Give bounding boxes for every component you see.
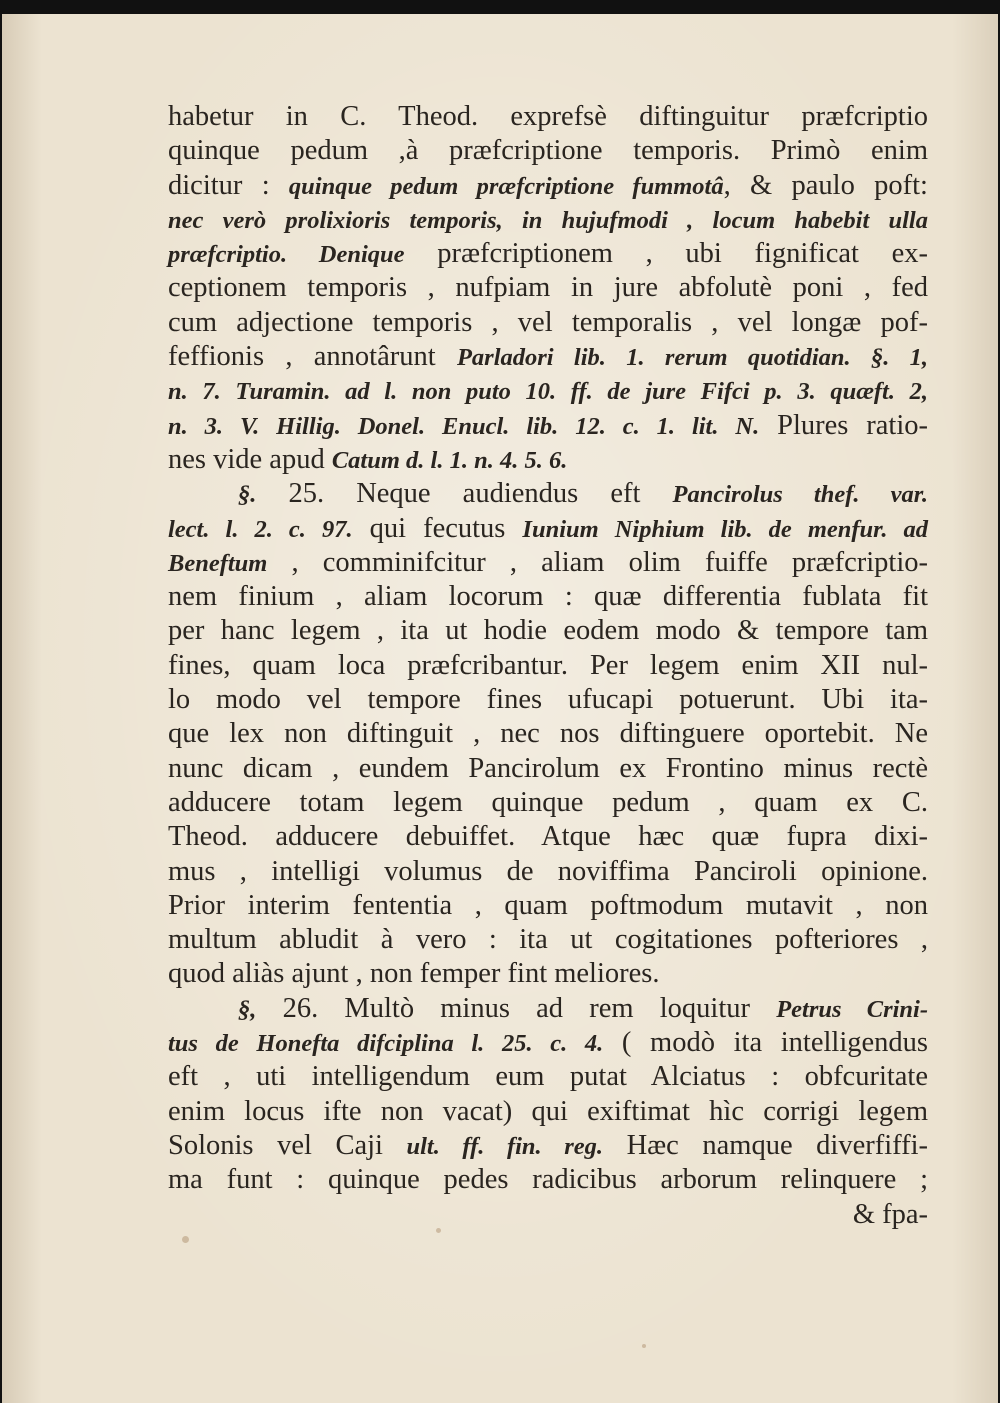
text-line: quinque pedum ,à præfcriptione temporis. Primò enim [168,135,928,167]
text-line: dicitur : quinque pedum præfcriptione fummotâ, & paulo poft: [168,169,928,201]
italic-citation: tus de Honefta difciplina l. 25. c. 4. [168,1030,604,1058]
text-line: nunc dicam , eundem Pancirolum ex Frontino minus rectè [168,752,928,784]
text-line: præfcriptio. Denique præfcriptionem , ubi fignificat ex- [168,238,929,270]
italic-citation: quinque pedum præfcriptione fummotâ [288,172,724,200]
italic-citation: lect. l. 2. c. 97. [168,515,353,543]
text-line [168,203,928,237]
italic-citation: Catum d. l. 1. n. 4. 5. 6. [331,446,568,474]
text-line: nem finium , aliam locorum : quæ differentia fublata fit [168,581,928,613]
text-line: ceptionem temporis , nufpiam in jure abfolutè poni , fed [168,272,928,304]
text-line: lo modo vel tempore fines ufucapi potuerunt. Ubi ita- [168,684,928,716]
text-line: lect. l. 2. c. 97. qui fecutus Iunium Niphium lib. de menfur. ad [168,512,929,544]
text-line: mus , intelligi volumus de noviffima Panciroli opinione. [168,855,928,887]
text-line: per hanc legem , ita ut hodie eodem modo & tempore tam [168,615,928,647]
text-line: tus de Honefta difciplina l. 25. c. 4. ( modò ita intelligendus [168,1027,928,1059]
text-line: feffionis , annotârunt Parladori lib. 1. rerum quotidian. §. 1, [168,341,928,373]
text-line: multum abludit à vero : ita ut cogitationes pofteriores , [168,924,928,956]
italic-citation: præfcriptio. Denique [168,241,405,269]
italic-citation: Iunium Niphium lib. de menfur. ad [522,515,929,543]
italic-citation: ult. ff. fin. reg. [406,1132,604,1160]
book-page [2,14,998,1403]
italic-citation: Beneftum [168,549,268,577]
text-line: nes vide apud Catum d. l. 1. n. 4. 5. 6. [168,443,568,475]
italic-citation: §. [238,481,257,509]
ink-spot [642,1344,646,1348]
text-line [168,374,928,408]
catchword: & fpa- [852,1198,928,1230]
text-line: ma funt : quinque pedes radicibus arborum relinquere ; [168,1164,928,1196]
text-line: quod aliàs ajunt , non femper fint meliores. [168,958,660,990]
text-line: enim locus ifte non vacat) qui exiftimat hìc corrigi legem [168,1095,928,1127]
italic-citation: n. 3. V. Hillig. Donel. Enucl. lib. 12. c. 1. lit. N. [168,412,760,440]
italic-citation: Petrus Crini- [776,995,928,1023]
ink-spot [182,1236,189,1243]
italic-citation: nec verò prolixioris temporis, in hujufmodi , locum habebit ulla [168,206,928,234]
italic-citation: n. 7. Turamin. ad l. non puto 10. ff. de jure Fifci p. 3. quæft. 2, [168,378,928,406]
italic-citation: Parladori lib. 1. rerum quotidian. §. 1, [456,344,928,372]
text-line: fines, quam loca præfcribantur. Per legem enim XII nul- [168,649,928,681]
text-line: Prior interim fententia , quam poftmodum mutavit , non [168,889,928,921]
text-line: que lex non diftinguit , nec nos diftinguere oportebit. Ne [168,718,928,750]
text-line: Beneftum , comminifcitur , aliam olim fuiffe præfcriptio- [168,546,928,578]
text-line: Solonis vel Caji ult. ff. fin. reg. Hæc namque diverfiffi- [168,1129,928,1161]
italic-citation: Pancirolus thef. var. [672,481,929,509]
text-line: cum adjectione temporis , vel temporalis , vel longæ pof- [168,306,928,338]
italic-citation: §, [238,995,257,1023]
text-line: Theod. adducere debuiffet. Atque hæc quæ fupra dixi- [168,821,928,853]
text-line: n. 3. V. Hillig. Donel. Enucl. lib. 12. c. 1. lit. N. Plures ratio- [168,409,929,441]
text-line: adducere totam legem quinque pedum , quam ex C. [168,786,928,818]
text-line: habetur in C. Theod. exprefsè diftinguitur præfcriptio [168,101,928,132]
text-line: eft , uti intelligendum eum putat Alciatus : obfcuritate [168,1061,928,1093]
page-text [168,100,928,1232]
text-line: §. 25. Neque audiendus eft Pancirolus thef. var. [238,478,929,510]
text-line: §, 26. Multò minus ad rem loquitur Petrus Crini- [238,992,928,1024]
